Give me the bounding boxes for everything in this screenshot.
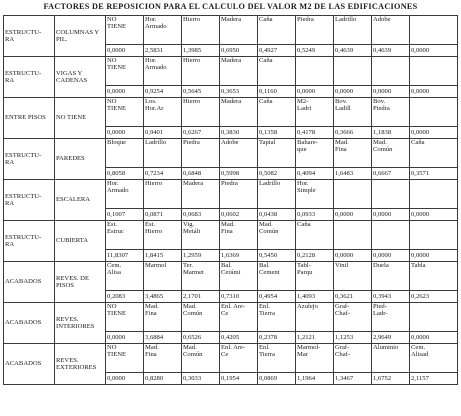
- option-cell: Enl. Tierra: [258, 344, 296, 373]
- value-cell: 0,0000: [106, 127, 144, 139]
- value-cell: 0,0000: [410, 127, 458, 139]
- option-cell: [410, 180, 458, 209]
- value-cell: 0,6950: [220, 45, 258, 57]
- item-cell: CUBIERTA: [55, 221, 106, 262]
- option-cell: Ladrillo: [258, 180, 296, 209]
- option-cell: Piedra: [296, 16, 334, 45]
- option-cell: Aluminio: [372, 344, 410, 373]
- value-cell: 1,2959: [182, 250, 220, 262]
- value-cell: 0,9401: [144, 127, 182, 139]
- value-cell: 1,1253: [334, 332, 372, 344]
- value-cell: 1,8415: [144, 250, 182, 262]
- value-cell: 0,1954: [220, 373, 258, 385]
- option-cell: [410, 57, 458, 86]
- option-cell: Ter. Marmet: [182, 262, 220, 291]
- value-cell: 0,0000: [410, 86, 458, 98]
- option-cell: Mad. Fina: [220, 221, 258, 250]
- value-cell: 0,0000: [410, 209, 458, 221]
- option-cell: Hor. Armado: [144, 16, 182, 45]
- value-cell: 0,3666: [334, 127, 372, 139]
- item-cell: PAREDES: [55, 139, 106, 180]
- option-cell: Hierro: [182, 16, 220, 45]
- option-cell: Mad. Fina: [144, 303, 182, 332]
- category-cell: ACABADOS: [4, 262, 55, 303]
- value-cell: 1,2121: [296, 332, 334, 344]
- value-cell: 0,6667: [372, 168, 410, 180]
- value-cell: 3,4865: [144, 291, 182, 303]
- value-cell: 1,1964: [296, 373, 334, 385]
- value-cell: 0,7310: [220, 291, 258, 303]
- option-cell: Graf- Chaf-: [334, 303, 372, 332]
- value-cell: 0,5998: [220, 168, 258, 180]
- option-cell: NO TIENE: [106, 98, 144, 127]
- table-row-options: [4, 303, 458, 332]
- value-cell: 0,3830: [220, 127, 258, 139]
- value-cell: 0,2083: [106, 291, 144, 303]
- value-cell: 2,9649: [372, 332, 410, 344]
- option-cell: Bal. Cement: [258, 262, 296, 291]
- option-cell: Tabl- Parqu: [296, 262, 334, 291]
- option-cell: Caña: [258, 98, 296, 127]
- option-cell: [334, 180, 372, 209]
- value-cell: 0,3571: [410, 168, 458, 180]
- option-cell: [372, 180, 410, 209]
- option-cell: Est. Hierro: [144, 221, 182, 250]
- value-cell: 0,2623: [410, 291, 458, 303]
- value-cell: 0,0683: [182, 209, 220, 221]
- option-cell: Cem. Alisa: [106, 262, 144, 291]
- value-cell: 0,0000: [410, 45, 458, 57]
- value-cell: 0,0438: [258, 209, 296, 221]
- option-cell: Tabla: [410, 262, 458, 291]
- option-cell: Duela: [372, 262, 410, 291]
- option-cell: [372, 221, 410, 250]
- option-cell: Madera: [220, 98, 258, 127]
- option-cell: Mad. Común: [182, 344, 220, 373]
- option-cell: Piedra: [220, 180, 258, 209]
- value-cell: 1,3467: [334, 373, 372, 385]
- table-row-options: [4, 139, 458, 168]
- value-cell: 0,0000: [372, 209, 410, 221]
- table-row-options: [4, 262, 458, 291]
- option-cell: Enl. Are- Ce: [220, 303, 258, 332]
- value-cell: 1,6483: [334, 168, 372, 180]
- option-cell: Hor. Armado: [106, 180, 144, 209]
- category-cell: ESTRUCTU- RA: [4, 139, 55, 180]
- option-cell: [410, 303, 458, 332]
- value-cell: 0,4205: [220, 332, 258, 344]
- option-cell: Cem. Alisad: [410, 344, 458, 373]
- category-cell: ESTRUCTU- RA: [4, 57, 55, 98]
- option-cell: Hor. Simple: [296, 180, 334, 209]
- value-cell: 0,5082: [258, 168, 296, 180]
- category-cell: ESTRUCTU- RA: [4, 16, 55, 57]
- table-row-options: [4, 16, 458, 45]
- value-cell: 2,1701: [182, 291, 220, 303]
- option-cell: [410, 16, 458, 45]
- item-cell: REVES. INTERIORES: [55, 303, 106, 344]
- option-cell: Est. Estruc: [106, 221, 144, 250]
- value-cell: 1,4093: [296, 291, 334, 303]
- option-cell: Adobe: [220, 139, 258, 168]
- table-row-options: [4, 221, 458, 250]
- value-cell: 0,0000: [296, 86, 334, 98]
- option-cell: Enl. Are- Ce: [220, 344, 258, 373]
- option-cell: Tapial: [258, 139, 296, 168]
- option-cell: Marmol- Mar: [296, 344, 334, 373]
- value-cell: 0,4639: [334, 45, 372, 57]
- option-cell: Madera: [220, 16, 258, 45]
- option-cell: Piedra: [182, 139, 220, 168]
- value-cell: 0,4927: [258, 45, 296, 57]
- value-cell: 1,6752: [372, 373, 410, 385]
- option-cell: Graf- Chaf-: [334, 344, 372, 373]
- option-cell: Caña: [410, 139, 458, 168]
- value-cell: 0,1358: [258, 127, 296, 139]
- option-cell: Hierro: [182, 57, 220, 86]
- value-cell: 0,3943: [372, 291, 410, 303]
- value-cell: 0,6526: [182, 332, 220, 344]
- table-title: FACTORES DE REPOSICION PARA EL CALCULO DEL VALOR M2 DE LAS EDIFICACIONES: [43, 2, 418, 11]
- option-cell: Caña: [258, 57, 296, 86]
- value-cell: 0,0000: [334, 250, 372, 262]
- option-cell: Los. Hor.Ar: [144, 98, 182, 127]
- option-cell: Azulejo: [296, 303, 334, 332]
- value-cell: 0,4178: [296, 127, 334, 139]
- option-cell: Bov. Ladill: [334, 98, 372, 127]
- value-cell: 0,5645: [182, 86, 220, 98]
- option-cell: Marmol: [144, 262, 182, 291]
- category-cell: ACABADOS: [4, 344, 55, 385]
- value-cell: 0,6267: [182, 127, 220, 139]
- value-cell: 1,3985: [182, 45, 220, 57]
- value-cell: 0,3033: [182, 373, 220, 385]
- option-cell: Ladrillo: [144, 139, 182, 168]
- option-cell: Bahare- que: [296, 139, 334, 168]
- option-cell: Hor. Armado: [144, 57, 182, 86]
- value-cell: 0,0000: [410, 332, 458, 344]
- table-row-options: [4, 180, 458, 209]
- item-cell: NO TIENE: [55, 98, 106, 139]
- value-cell: 0,0000: [372, 86, 410, 98]
- value-cell: 0,0000: [334, 209, 372, 221]
- option-cell: Mad. Fina: [334, 139, 372, 168]
- option-cell: [410, 98, 458, 127]
- value-cell: 1,1838: [372, 127, 410, 139]
- option-cell: Vinil: [334, 262, 372, 291]
- value-cell: 2,5831: [144, 45, 182, 57]
- factors-table: [3, 15, 458, 385]
- table-row-options: [4, 57, 458, 86]
- value-cell: 0,0000: [372, 250, 410, 262]
- option-cell: Mad. Fina: [144, 344, 182, 373]
- value-cell: 0,6848: [182, 168, 220, 180]
- value-cell: 0,0000: [106, 332, 144, 344]
- value-cell: 0,0933: [296, 209, 334, 221]
- option-cell: Bal. Cerámi: [220, 262, 258, 291]
- value-cell: 0,9254: [144, 86, 182, 98]
- category-cell: ENTRE PISOS: [4, 98, 55, 139]
- option-cell: Hierro: [144, 180, 182, 209]
- value-cell: 0,8058: [106, 168, 144, 180]
- value-cell: 0,0871: [144, 209, 182, 221]
- value-cell: 0,2378: [258, 332, 296, 344]
- option-cell: NO TIENE: [106, 344, 144, 373]
- category-cell: ESTRUCTU- RA: [4, 180, 55, 221]
- value-cell: 0,0000: [106, 45, 144, 57]
- item-cell: REVES. DE PISOS: [55, 262, 106, 303]
- item-cell: ESCALERA: [55, 180, 106, 221]
- value-cell: 0,0869: [258, 373, 296, 385]
- option-cell: Caña: [296, 221, 334, 250]
- value-cell: 0,0000: [106, 373, 144, 385]
- value-cell: 0,4639: [372, 45, 410, 57]
- option-cell: Ladrillo: [334, 16, 372, 45]
- value-cell: 0,0000: [410, 250, 458, 262]
- option-cell: [296, 57, 334, 86]
- value-cell: 0,3653: [220, 86, 258, 98]
- value-cell: 0,1007: [106, 209, 144, 221]
- value-cell: 0,7234: [144, 168, 182, 180]
- option-cell: [334, 221, 372, 250]
- value-cell: 0,2128: [296, 250, 334, 262]
- option-cell: Bloque: [106, 139, 144, 168]
- value-cell: 0,3621: [334, 291, 372, 303]
- value-cell: 2,1157: [410, 373, 458, 385]
- option-cell: NO TIENE: [106, 57, 144, 86]
- option-cell: NO TIENE: [106, 303, 144, 332]
- option-cell: [410, 221, 458, 250]
- category-cell: ACABADOS: [4, 303, 55, 344]
- table-body: [4, 16, 458, 385]
- option-cell: Madera: [182, 180, 220, 209]
- item-cell: VIGAS Y CADENAS: [55, 57, 106, 98]
- option-cell: NO TIENE: [106, 16, 144, 45]
- value-cell: 0,4094: [296, 168, 334, 180]
- option-cell: Mad. Común: [182, 303, 220, 332]
- table-row-options: [4, 344, 458, 373]
- value-cell: 0,1160: [258, 86, 296, 98]
- option-cell: Adobe: [372, 16, 410, 45]
- option-cell: Mad. Común: [372, 139, 410, 168]
- option-cell: Bov. Piedra: [372, 98, 410, 127]
- option-cell: Vig. Metáli: [182, 221, 220, 250]
- value-cell: 11,8307: [106, 250, 144, 262]
- option-cell: Enl. Tierra: [258, 303, 296, 332]
- option-cell: [372, 57, 410, 86]
- value-cell: 3,6884: [144, 332, 182, 344]
- option-cell: Caña: [258, 16, 296, 45]
- value-cell: 0,5249: [296, 45, 334, 57]
- option-cell: Pied- Ladr-: [372, 303, 410, 332]
- category-cell: ESTRUCTU- RA: [4, 221, 55, 262]
- value-cell: 0,0602: [220, 209, 258, 221]
- value-cell: 1,6369: [220, 250, 258, 262]
- option-cell: Hierro: [182, 98, 220, 127]
- table-row-options: [4, 98, 458, 127]
- value-cell: 0,8280: [144, 373, 182, 385]
- value-cell: 0,0000: [106, 86, 144, 98]
- option-cell: M2- Ladri: [296, 98, 334, 127]
- item-cell: COLUMNAS Y PIL.: [55, 16, 106, 57]
- item-cell: REVES. EXTERIORES: [55, 344, 106, 385]
- value-cell: 0,4954: [258, 291, 296, 303]
- value-cell: 0,0000: [334, 86, 372, 98]
- option-cell: [334, 57, 372, 86]
- value-cell: 0,5450: [258, 250, 296, 262]
- option-cell: Mad. Común: [258, 221, 296, 250]
- option-cell: Madera: [220, 57, 258, 86]
